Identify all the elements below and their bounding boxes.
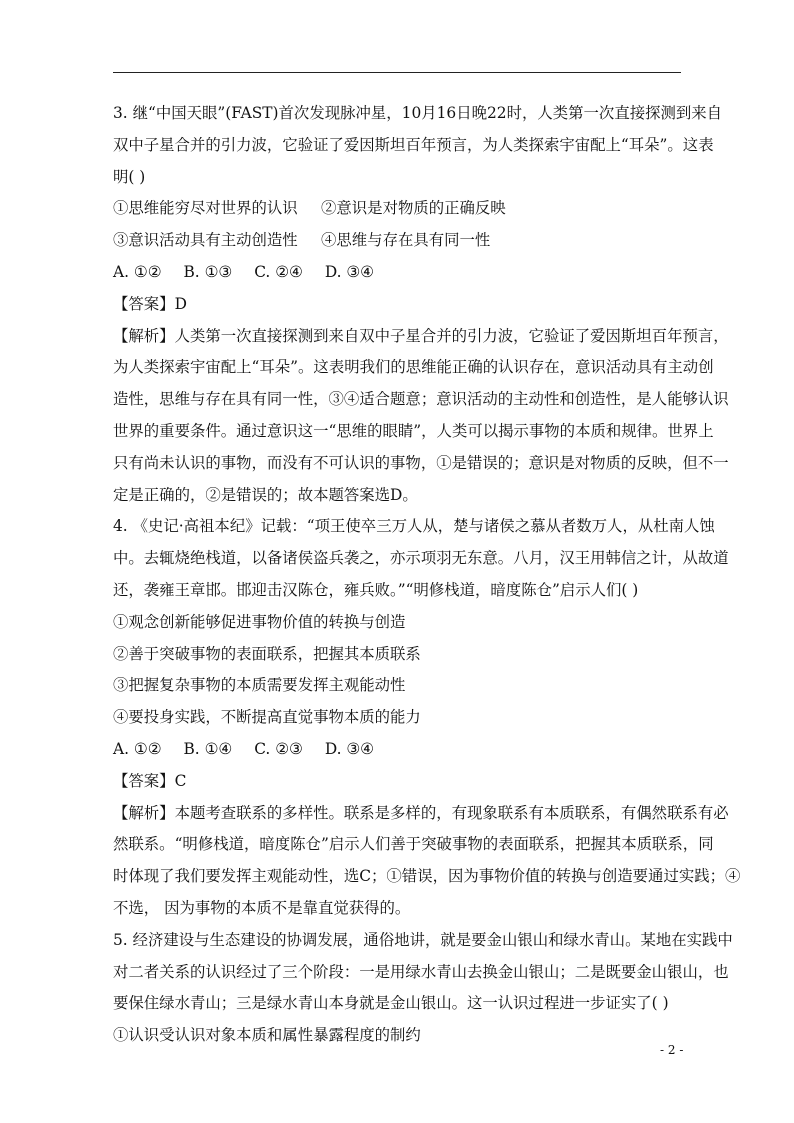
question-4-stem-line: 还，袭雍王章邯。邯迎击汉陈仓，雍兵败。”“明修栈道，暗度陈仓”启示人们( )	[113, 580, 639, 599]
question-5-statement: ①认识受认识对象本质和属性暴露程度的制约	[113, 1026, 421, 1045]
option-c: C. ②③	[254, 739, 303, 758]
question-3-stem-line: 3. 继“中国天眼”(FAST)首次发现脉冲星，10月16日晚22时，人类第一次直接探测到来自	[113, 104, 723, 122]
question-3-statements-row	[113, 193, 687, 225]
page-content	[113, 98, 741, 1052]
question-5-stem-line: 对二者关系的认识经过了三个阶段：一是用绿水青山去换金山银山；二是既要金山银山，也	[113, 962, 729, 981]
statement-4: ④思维与存在具有同一性	[321, 231, 491, 250]
question-4-answer: 【答案】C	[113, 771, 187, 790]
option-b: B. ①④	[183, 739, 233, 758]
question-4-statement: ①观念创新能够促进事物价值的转换与创造	[113, 612, 406, 631]
question-3-analysis-line: 造性，思维与存在具有同一性，③④适合题意；意识活动的主动性和创造性，是人能够认识	[113, 390, 729, 409]
question-4-analysis-line: 时体现了我们要发挥主观能动性，选C；①错误，因为事物价值的转换与创造要通过实践；④	[113, 867, 741, 886]
option-d: D. ③④	[324, 262, 374, 281]
statement-3: ③意识活动具有主动创造性	[113, 231, 298, 250]
question-3-stem-line: 明( )	[113, 167, 146, 186]
question-4-analysis-line: 不选， 因为事物的本质不是靠直觉获得的。	[113, 898, 411, 917]
option-d: D. ③④	[324, 739, 374, 758]
question-5-stem-line: 5. 经济建设与生态建设的协调发展，通俗地讲，就是要金山银山和绿水青山。某地在实践中	[113, 930, 733, 949]
statement-2: ②意识是对物质的正确反映	[321, 199, 506, 218]
question-3-stem-line: 双中子星合并的引力波，它验证了爱因斯坦百年预言，为人类探索宇宙配上“耳朵”。这表	[113, 135, 714, 154]
question-5-stem-line: 要保住绿水青山；三是绿水青山本身就是金山银山。这一认识过程进一步证实了( )	[113, 994, 669, 1013]
statement-1: ①思维能穷尽对世界的认识	[113, 199, 298, 218]
question-4-options	[113, 734, 687, 766]
question-3-analysis-line: 只有尚未认识的事物，而没有不可认识的事物，①是错误的；意识是对物质的反映，但不一	[113, 453, 729, 472]
question-4-stem-line: 中。去辄烧绝栈道，以备诸侯盗兵袭之，亦示项羽无东意。八月，汉王用韩信之计，从故道	[113, 549, 729, 568]
option-b: B. ①③	[183, 262, 233, 281]
option-a: A. ①②	[113, 739, 162, 758]
question-4-statement: ④要投身实践，不断提高直觉事物本质的能力	[113, 708, 421, 727]
question-3-analysis-line: 定是正确的，②是错误的；故本题答案选D。	[113, 485, 418, 504]
question-3-statements-row	[113, 225, 687, 257]
question-3-analysis-line: 世界的重要条件。通过意识这一“思维的眼睛”，人类可以揭示事物的本质和规律。世界上	[113, 421, 714, 440]
question-3-analysis-line: 【解析】人类第一次直接探测到来自双中子星合并的引力波，它验证了爱因斯坦百年预言，	[113, 326, 729, 345]
option-a: A. ①②	[113, 262, 162, 281]
question-4-stem-line: 4. 《史记·高祖本纪》记载：“项王使卒三万人从，楚与诸侯之慕从者数万人，从杜南人蚀	[113, 517, 715, 536]
question-3-analysis-line: 为人类探索宇宙配上“耳朵”。这表明我们的思维能正确的认识存在，意识活动具有主动创	[113, 358, 714, 377]
question-4-statement: ③把握复杂事物的本质需要发挥主观能动性	[113, 676, 406, 695]
option-c: C. ②④	[254, 262, 303, 281]
question-4-analysis-line: 然联系。“明修栈道，暗度陈仓”启示人们善于突破事物的表面联系，把握其本质联系，同	[113, 835, 714, 854]
question-4-statement: ②善于突破事物的表面联系，把握其本质联系	[113, 644, 421, 663]
question-3-options	[113, 257, 687, 289]
page-number: - 2 -	[660, 1043, 684, 1057]
question-3-answer: 【答案】D	[113, 294, 187, 313]
header-rule	[113, 72, 681, 73]
question-4-analysis-line: 【解析】本题考查联系的多样性。联系是多样的，有现象联系有本质联系，有偶然联系有必	[113, 803, 729, 822]
